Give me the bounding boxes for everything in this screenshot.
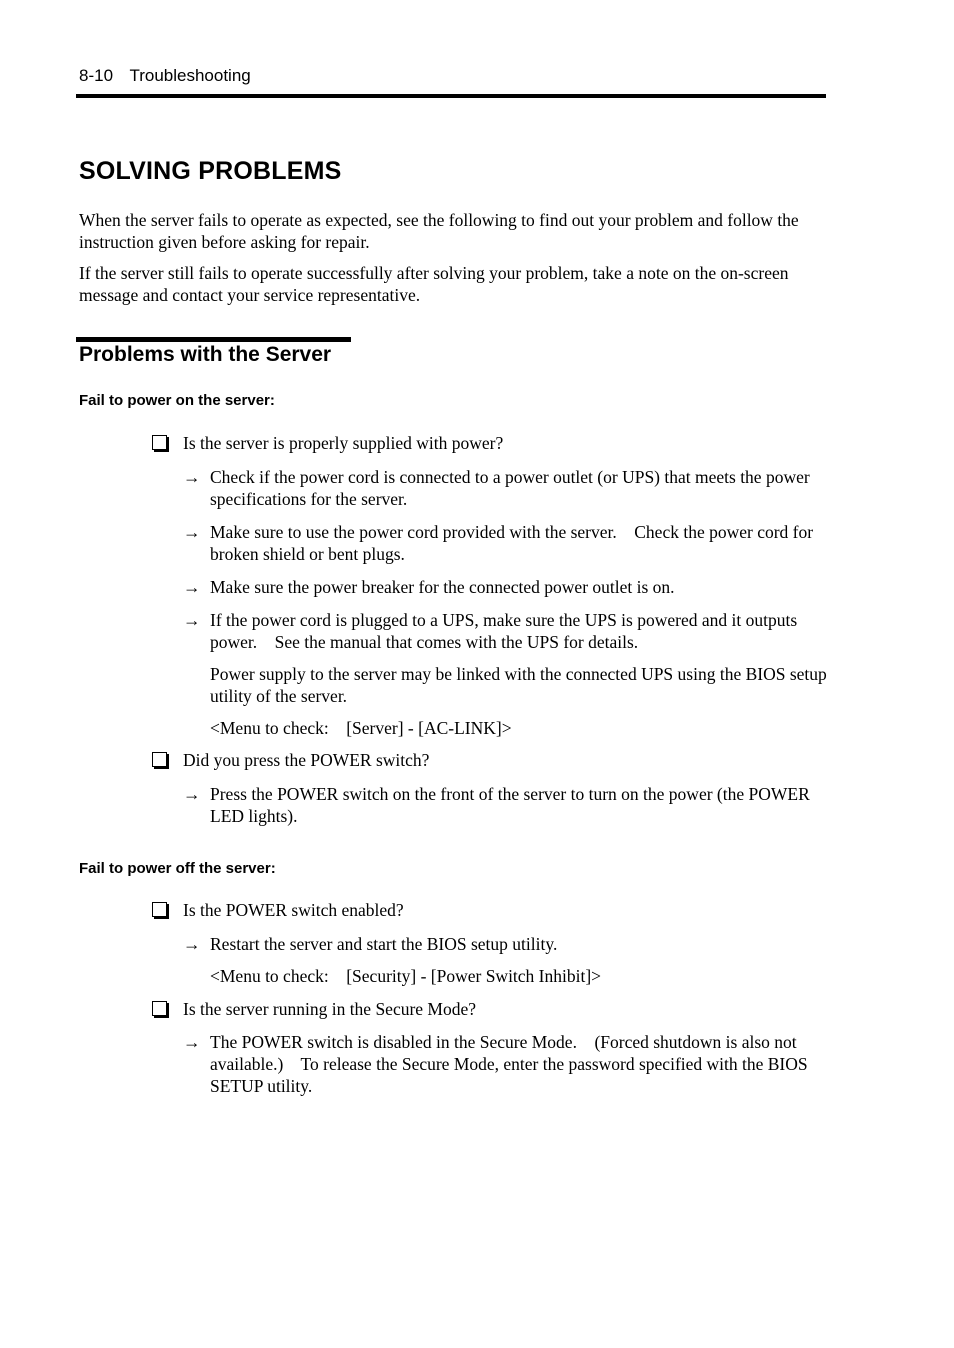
- answer-item: [183, 783, 828, 827]
- arrow-icon: →: [183, 467, 201, 487]
- question-text: Did you press the POWER switch?: [183, 750, 430, 770]
- note-text: Power supply to the server may be linked with the connected UPS using the BIOS setup utility of the server.: [210, 664, 827, 706]
- question-text: Is the server running in the Secure Mode?: [183, 999, 477, 1019]
- answer-text: Press the POWER switch on the front of the server to turn on the power (the POWER LED lights).: [210, 784, 810, 826]
- checkbox-icon: [152, 1001, 167, 1016]
- answer-item: [183, 933, 828, 955]
- answer-item: [183, 609, 828, 653]
- arrow-icon: →: [183, 934, 201, 954]
- intro-paragraph: When the server fails to operate as expected, see the following to find out your problem and follow the instruction given before asking for repair.: [79, 210, 799, 252]
- answer-text: The POWER switch is disabled in the Secure Mode. (Forced shutdown is also not available.) To release the Secure Mode, enter the password specified with the BIOS SETUP utility.: [210, 1032, 808, 1096]
- header-section: Troubleshooting: [129, 66, 251, 85]
- subsection-heading: Fail to power off the server:: [79, 860, 276, 877]
- answer-text: Check if the power cord is connected to a power outlet (or UPS) that meets the power specifications for the server.: [210, 467, 810, 509]
- arrow-icon: →: [183, 577, 201, 597]
- answer-text: Make sure the power breaker for the connected power outlet is on.: [210, 577, 675, 597]
- answer-item: [183, 576, 828, 598]
- answer-item: [183, 1031, 828, 1097]
- answer-text: Restart the server and start the BIOS setup utility.: [210, 934, 558, 954]
- answer-item: [183, 466, 828, 510]
- running-header: [79, 66, 251, 86]
- checkbox-icon: [152, 435, 167, 450]
- menu-reference: <Menu to check: [Security] - [Power Switch Inhibit]>: [210, 966, 602, 986]
- question-text: Is the POWER switch enabled?: [183, 900, 404, 920]
- section-rule: [76, 337, 351, 342]
- answer-item: [183, 521, 828, 565]
- question-text: Is the server is properly supplied with power?: [183, 433, 504, 453]
- section-heading: Problems with the Server: [79, 343, 332, 366]
- checkbox-icon: [152, 752, 167, 767]
- arrow-icon: →: [183, 784, 201, 804]
- arrow-icon: →: [183, 1032, 201, 1052]
- answer-text: Make sure to use the power cord provided with the server. Check the power cord for broken shield or bent plugs.: [210, 522, 814, 564]
- page-title: SOLVING PROBLEMS: [79, 157, 342, 185]
- subsection-heading: Fail to power on the server:: [79, 392, 275, 409]
- intro-paragraph: If the server still fails to operate successfully after solving your problem, take a note on the on-screen message and contact your service representative.: [79, 263, 789, 305]
- answer-text: If the power cord is plugged to a UPS, make sure the UPS is powered and it outputs power. See the manual that comes with the UPS for details.: [210, 610, 798, 652]
- arrow-icon: →: [183, 610, 201, 630]
- menu-reference: <Menu to check: [Server] - [AC-LINK]>: [210, 718, 512, 738]
- header-rule: [76, 94, 826, 98]
- checkbox-icon: [152, 902, 167, 917]
- arrow-icon: →: [183, 522, 201, 542]
- page-number: 8-10: [79, 66, 114, 85]
